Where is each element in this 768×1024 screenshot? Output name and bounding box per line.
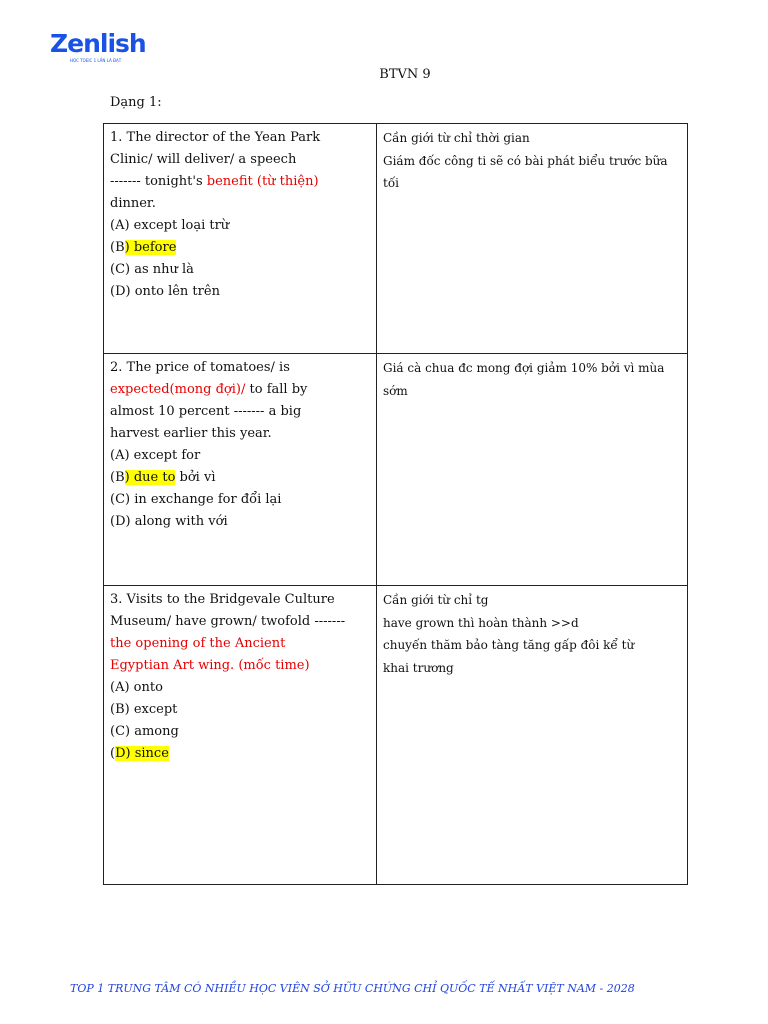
question-3-vocab-line-1: the opening of the Ancient bbox=[110, 636, 286, 651]
question-1-option-a: (A) except loại trừ bbox=[110, 218, 230, 233]
question-2-vocab-note: expected(mong đợi)/ bbox=[110, 382, 246, 397]
footer-slogan: TOP 1 TRUNG TÂM CÓ NHIỀU HỌC VIÊN SỞ HỮU CHỨNG CHỈ QUỐC TẾ NHẤT VIỆT NAM - 2028 bbox=[70, 982, 635, 995]
question-1-note-line-2: Giám đốc công ti sẽ có bài phát biểu trước bữa bbox=[383, 153, 668, 168]
question-3-vocab-line-2: Egyptian Art wing. (mốc time) bbox=[110, 658, 310, 673]
selected-answer-highlight: ) due to bbox=[124, 470, 176, 485]
question-row-2 bbox=[104, 354, 688, 586]
option-b-prefix: (B bbox=[110, 240, 125, 255]
question-3-note-line-1: Cần giới từ chỉ tg bbox=[383, 593, 489, 607]
selected-answer-highlight: D) since bbox=[115, 746, 169, 761]
question-row-1 bbox=[104, 124, 688, 354]
question-1-cell bbox=[104, 124, 377, 354]
zenlish-logo bbox=[50, 30, 150, 66]
question-1-notes-cell bbox=[377, 124, 688, 354]
question-row-3 bbox=[104, 586, 688, 885]
question-1-text-line-3 bbox=[110, 171, 370, 193]
question-3-option-c: (C) among bbox=[110, 724, 179, 739]
question-1-option-d: (D) onto lên trên bbox=[110, 284, 220, 299]
question-3-note-line-2: have grown thì hoàn thành >>d bbox=[383, 615, 579, 630]
question-3-option-d bbox=[110, 743, 370, 765]
question-3-cell bbox=[104, 586, 377, 885]
question-2-note-line-2: sớm bbox=[383, 383, 408, 398]
question-2-cell bbox=[104, 354, 377, 586]
question-2-option-c: (C) in exchange for đổi lại bbox=[110, 492, 282, 507]
question-2-option-a: (A) except for bbox=[110, 448, 201, 463]
question-2-text-line-2 bbox=[110, 379, 370, 401]
question-2-notes-cell bbox=[377, 354, 688, 586]
question-2-option-b bbox=[110, 467, 370, 489]
question-2-text-line-1: 2. The price of tomatoes/ is bbox=[110, 360, 290, 375]
logo-wordmark: Zenlish bbox=[50, 29, 146, 58]
option-b-rest: bởi vì bbox=[175, 470, 216, 485]
question-3-text-line-2: Museum/ have grown/ twofold ------- bbox=[110, 614, 346, 629]
document-title: BTVN 9 bbox=[379, 67, 431, 82]
question-3-note-line-4: khai trương bbox=[383, 660, 454, 675]
question-1-note-line-1: Cần giới từ chỉ thời gian bbox=[383, 131, 530, 145]
question-3-text-line-1: 3. Visits to the Bridgevale Culture bbox=[110, 592, 335, 607]
option-d-prefix: ( bbox=[110, 746, 116, 761]
section-label: Dạng 1: bbox=[110, 95, 162, 110]
selected-answer-highlight: ) before bbox=[124, 240, 177, 255]
question-3-note-line-3: chuyến thăm bảo tàng tăng gấp đôi kể từ bbox=[383, 638, 635, 652]
question-2-option-d: (D) along with với bbox=[110, 514, 228, 529]
exercise-table bbox=[103, 123, 688, 885]
question-1-option-b bbox=[110, 237, 370, 259]
question-1-vocab-note: benefit (từ thiện) bbox=[206, 174, 319, 189]
question-1-blank-text: ------- tonight's bbox=[110, 174, 207, 189]
question-1-note-line-3: tối bbox=[383, 176, 400, 190]
question-1-text-line-1: 1. The director of the Yean Park bbox=[110, 130, 321, 145]
question-2-text-rest: to fall by bbox=[245, 382, 308, 397]
question-1-option-c: (C) as như là bbox=[110, 262, 194, 277]
option-b-prefix: (B bbox=[110, 470, 125, 485]
question-2-text-line-4: harvest earlier this year. bbox=[110, 426, 272, 441]
question-1-text-line-2: Clinic/ will deliver/ a speech bbox=[110, 152, 297, 167]
question-2-note-line-1: Giá cà chua đc mong đợi giảm 10% bởi vì mùa bbox=[383, 361, 665, 375]
question-3-option-b: (B) except bbox=[110, 702, 178, 717]
question-2-text-line-3: almost 10 percent ------- a big bbox=[110, 404, 302, 419]
question-1-text-line-4: dinner. bbox=[110, 196, 156, 211]
logo-tagline: HỌC TOEIC 1 LẦN LÀ ĐẠT bbox=[70, 58, 122, 63]
question-3-option-a: (A) onto bbox=[110, 680, 163, 695]
question-3-notes-cell bbox=[377, 586, 688, 885]
